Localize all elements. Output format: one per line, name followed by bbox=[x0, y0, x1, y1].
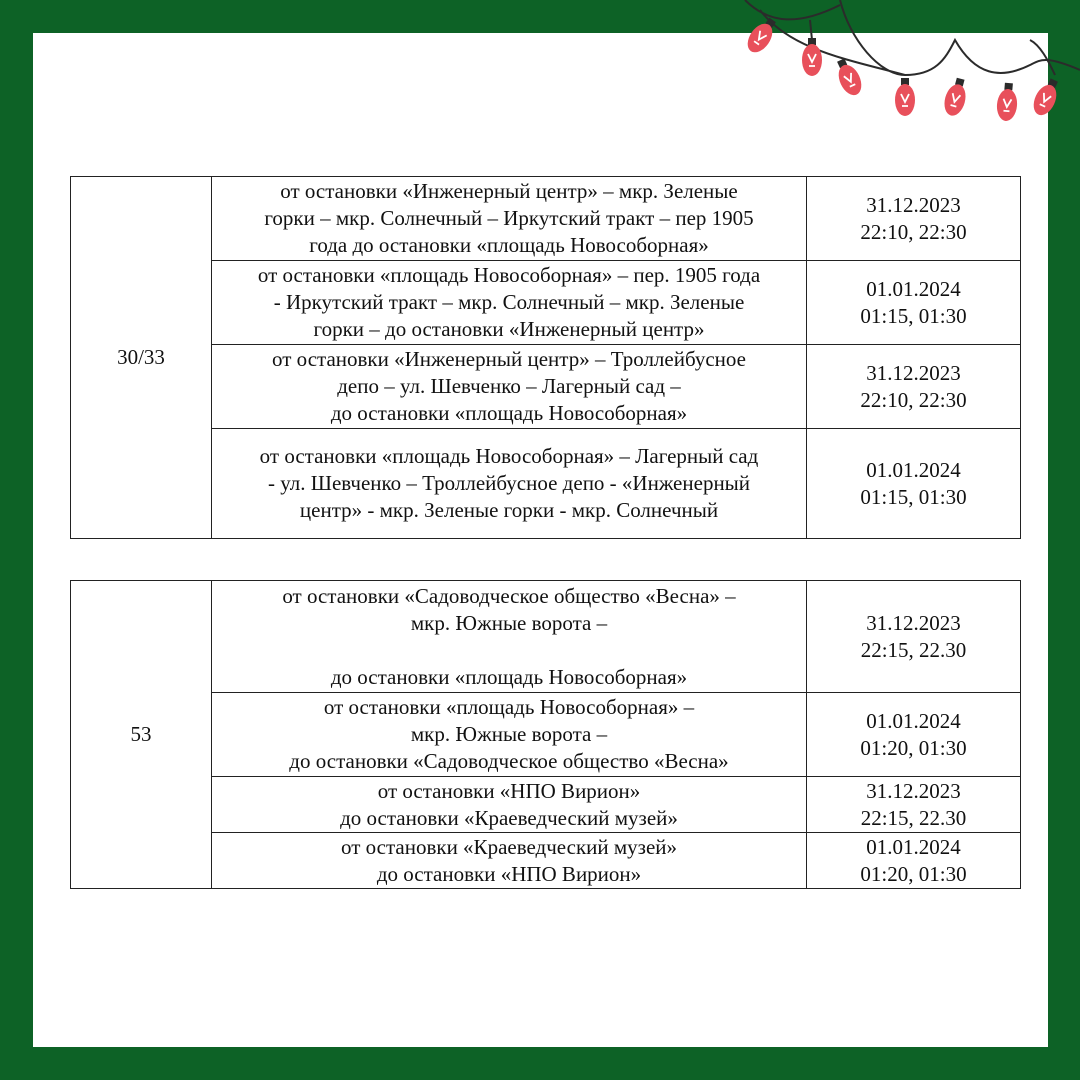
departure-time: 31.12.2023 22:10, 22:30 bbox=[807, 177, 1021, 261]
route-description: от остановки «Инженерный центр» – Троллейбусное депо – ул. Шевченко – Лагерный сад – до остановки «площадь Новособорная» bbox=[212, 345, 807, 429]
departure-time: 01.01.2024 01:15, 01:30 bbox=[807, 429, 1021, 539]
departure-time: 31.12.2023 22:15, 22.30 bbox=[807, 777, 1021, 833]
table-row bbox=[71, 777, 1021, 833]
route-description: от остановки «Краеведческий музей» до остановки «НПО Вирион» bbox=[212, 833, 807, 889]
table-row bbox=[71, 833, 1021, 889]
schedule-table-2 bbox=[70, 580, 1021, 889]
route-number: 53 bbox=[71, 581, 212, 889]
route-description: от остановки «площадь Новособорная» – Лагерный сад - ул. Шевченко – Троллейбусное депо - «Инженерный центр» - мкр. Зеленые горки - мкр. Солнечный bbox=[212, 429, 807, 539]
departure-time: 01.01.2024 01:15, 01:30 bbox=[807, 261, 1021, 345]
table-row bbox=[71, 177, 1021, 261]
departure-time: 31.12.2023 22:10, 22:30 bbox=[807, 345, 1021, 429]
route-description: от остановки «площадь Новособорная» – мкр. Южные ворота – до остановки «Садоводческое общество «Весна» bbox=[212, 693, 807, 777]
departure-time: 31.12.2023 22:15, 22.30 bbox=[807, 581, 1021, 693]
table-row bbox=[71, 429, 1021, 539]
table-row bbox=[71, 345, 1021, 429]
route-number: 30/33 bbox=[71, 177, 212, 539]
route-description: от остановки «Садоводческое общество «Весна» – мкр. Южные ворота – до остановки «площадь Новособорная» bbox=[212, 581, 807, 693]
table-row bbox=[71, 581, 1021, 693]
route-description: от остановки «Инженерный центр» – мкр. Зеленые горки – мкр. Солнечный – Иркутский тракт – пер 1905 года до остановки «площадь Новособорная» bbox=[212, 177, 807, 261]
departure-time: 01.01.2024 01:20, 01:30 bbox=[807, 833, 1021, 889]
table-row bbox=[71, 693, 1021, 777]
departure-time: 01.01.2024 01:20, 01:30 bbox=[807, 693, 1021, 777]
route-description: от остановки «НПО Вирион» до остановки «Краеведческий музей» bbox=[212, 777, 807, 833]
schedule-table-1 bbox=[70, 176, 1021, 539]
route-description: от остановки «площадь Новособорная» – пер. 1905 года - Иркутский тракт – мкр. Солнечный – мкр. Зеленые горки – до остановки «Инженерный центр» bbox=[212, 261, 807, 345]
table-row bbox=[71, 261, 1021, 345]
